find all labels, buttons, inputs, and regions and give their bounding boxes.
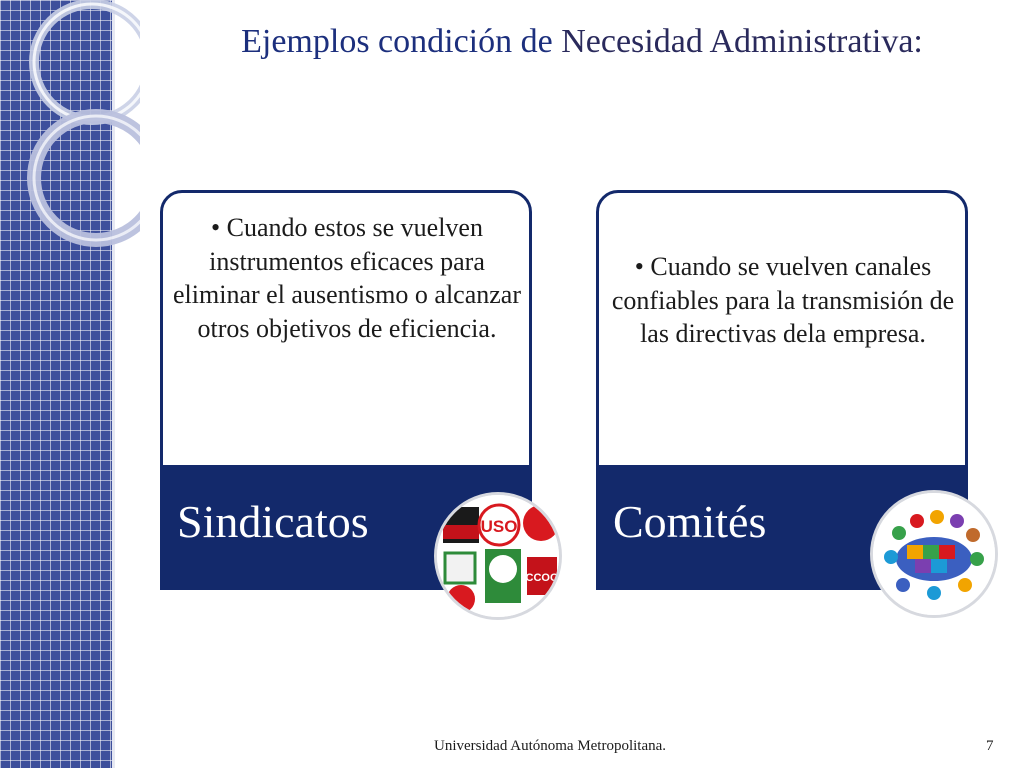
card-text: • Cuando estos se vuelven instrumentos eficaces para eliminar el ausentismo o alcanzar otros objetivos de eficiencia. <box>173 213 521 343</box>
slide-title <box>140 20 1024 63</box>
title-part-1: Ejemplos condición de <box>241 23 553 60</box>
page-number: 7 <box>986 738 994 754</box>
decorative-circles <box>0 0 140 260</box>
meeting-image <box>870 490 998 618</box>
union-logos-image <box>434 492 562 620</box>
union-logos-icon <box>437 495 559 617</box>
slide-footer <box>0 738 1024 758</box>
meeting-table-icon <box>873 493 995 615</box>
svg-text:CCOO: CCOO <box>525 572 559 584</box>
card-label: Comités <box>613 496 767 547</box>
footer-institution: Universidad Autónoma Metropolitana. <box>434 738 667 754</box>
card-text: • Cuando se vuelven canales confiables para la transmisión de las directivas dela empresa. <box>611 252 955 348</box>
svg-text:USO: USO <box>480 517 518 536</box>
title-part-2: Necesidad Administrativa: <box>561 23 923 60</box>
card-label: Sindicatos <box>177 496 369 547</box>
